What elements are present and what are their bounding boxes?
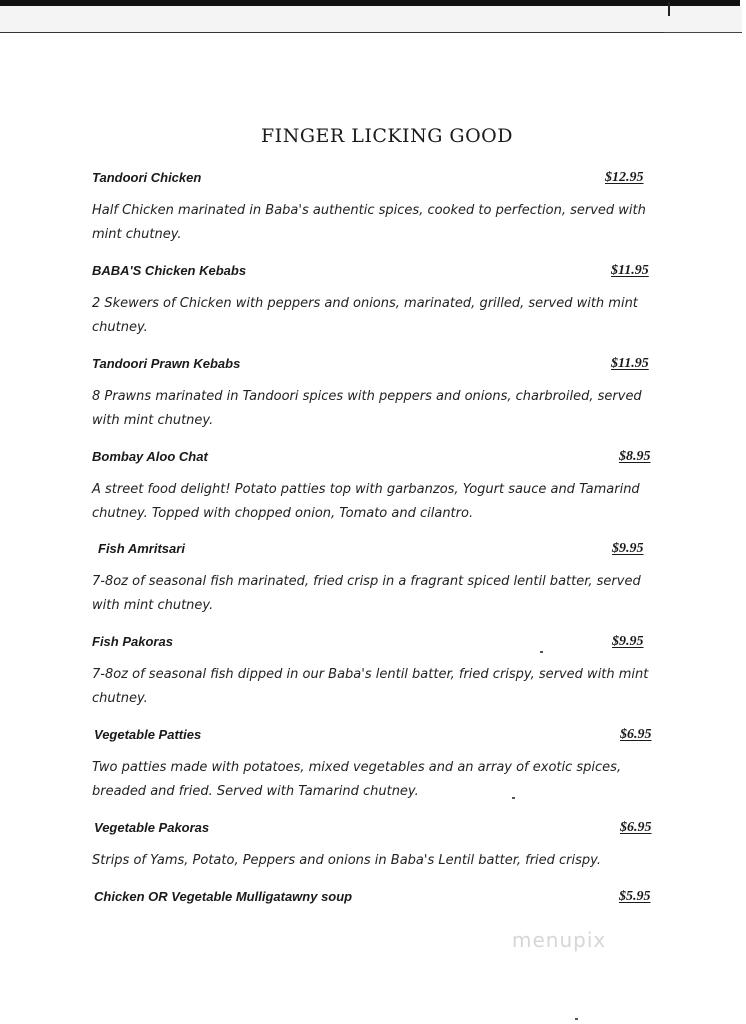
item-description: 7-8oz of seasonal fish dipped in our Baba's lentil batter, fried crispy, served with mint chutney. bbox=[92, 667, 649, 706]
item-price: $5.95 bbox=[619, 889, 651, 904]
item-price: $6.95 bbox=[620, 727, 652, 742]
item-name: Fish Pakoras bbox=[92, 634, 173, 649]
menu-title: FINGER LICKING GOOD bbox=[261, 125, 513, 147]
item-description: A street food delight! Potato patties top with garbanzos, Yogurt sauce and Tamarind chutney. Topped with chopped onion, Tomato and cilantro. bbox=[92, 482, 640, 521]
item-description: Half Chicken marinated in Baba's authentic spices, cooked to perfection, served with mint chutney. bbox=[92, 203, 646, 242]
item-price: $9.95 bbox=[612, 634, 644, 649]
item-price: $11.95 bbox=[611, 356, 649, 371]
item-name: Fish Amritsari bbox=[98, 541, 185, 556]
scan-speck bbox=[540, 651, 543, 653]
item-name: Bombay Aloo Chat bbox=[92, 449, 208, 464]
watermark: menupix bbox=[512, 928, 607, 952]
scan-speck bbox=[575, 1018, 578, 1020]
item-name: Tandoori Chicken bbox=[92, 170, 202, 185]
item-name: Vegetable Patties bbox=[94, 727, 202, 742]
item-price: $6.95 bbox=[620, 820, 652, 835]
item-name: Chicken OR Vegetable Mulligatawny soup bbox=[94, 889, 353, 904]
item-price: $12.95 bbox=[605, 170, 644, 185]
item-description: Two patties made with potatoes, mixed vegetables and an array of exotic spices, breaded and fried. Served with Tamarind chutney. bbox=[92, 760, 622, 799]
item-description: 7-8oz of seasonal fish marinated, fried crisp in a fragrant spiced lentil batter, served with mint chutney. bbox=[92, 574, 641, 613]
item-description: Strips of Yams, Potato, Peppers and onions in Baba's Lentil batter, fried crispy. bbox=[92, 853, 601, 868]
item-price: $9.95 bbox=[612, 541, 644, 556]
item-price: $8.95 bbox=[619, 449, 651, 464]
item-description: 8 Prawns marinated in Tandoori spices with peppers and onions, charbroiled, served with mint chutney. bbox=[92, 389, 642, 428]
item-name: Tandoori Prawn Kebabs bbox=[92, 356, 241, 371]
scan-speck bbox=[512, 797, 515, 799]
item-description: 2 Skewers of Chicken with peppers and onions, marinated, grilled, served with mint chutney. bbox=[92, 296, 638, 335]
item-price: $11.95 bbox=[611, 263, 649, 278]
item-name: BABA'S Chicken Kebabs bbox=[92, 263, 247, 278]
scan-border bbox=[0, 0, 746, 34]
item-name: Vegetable Pakoras bbox=[94, 820, 210, 835]
